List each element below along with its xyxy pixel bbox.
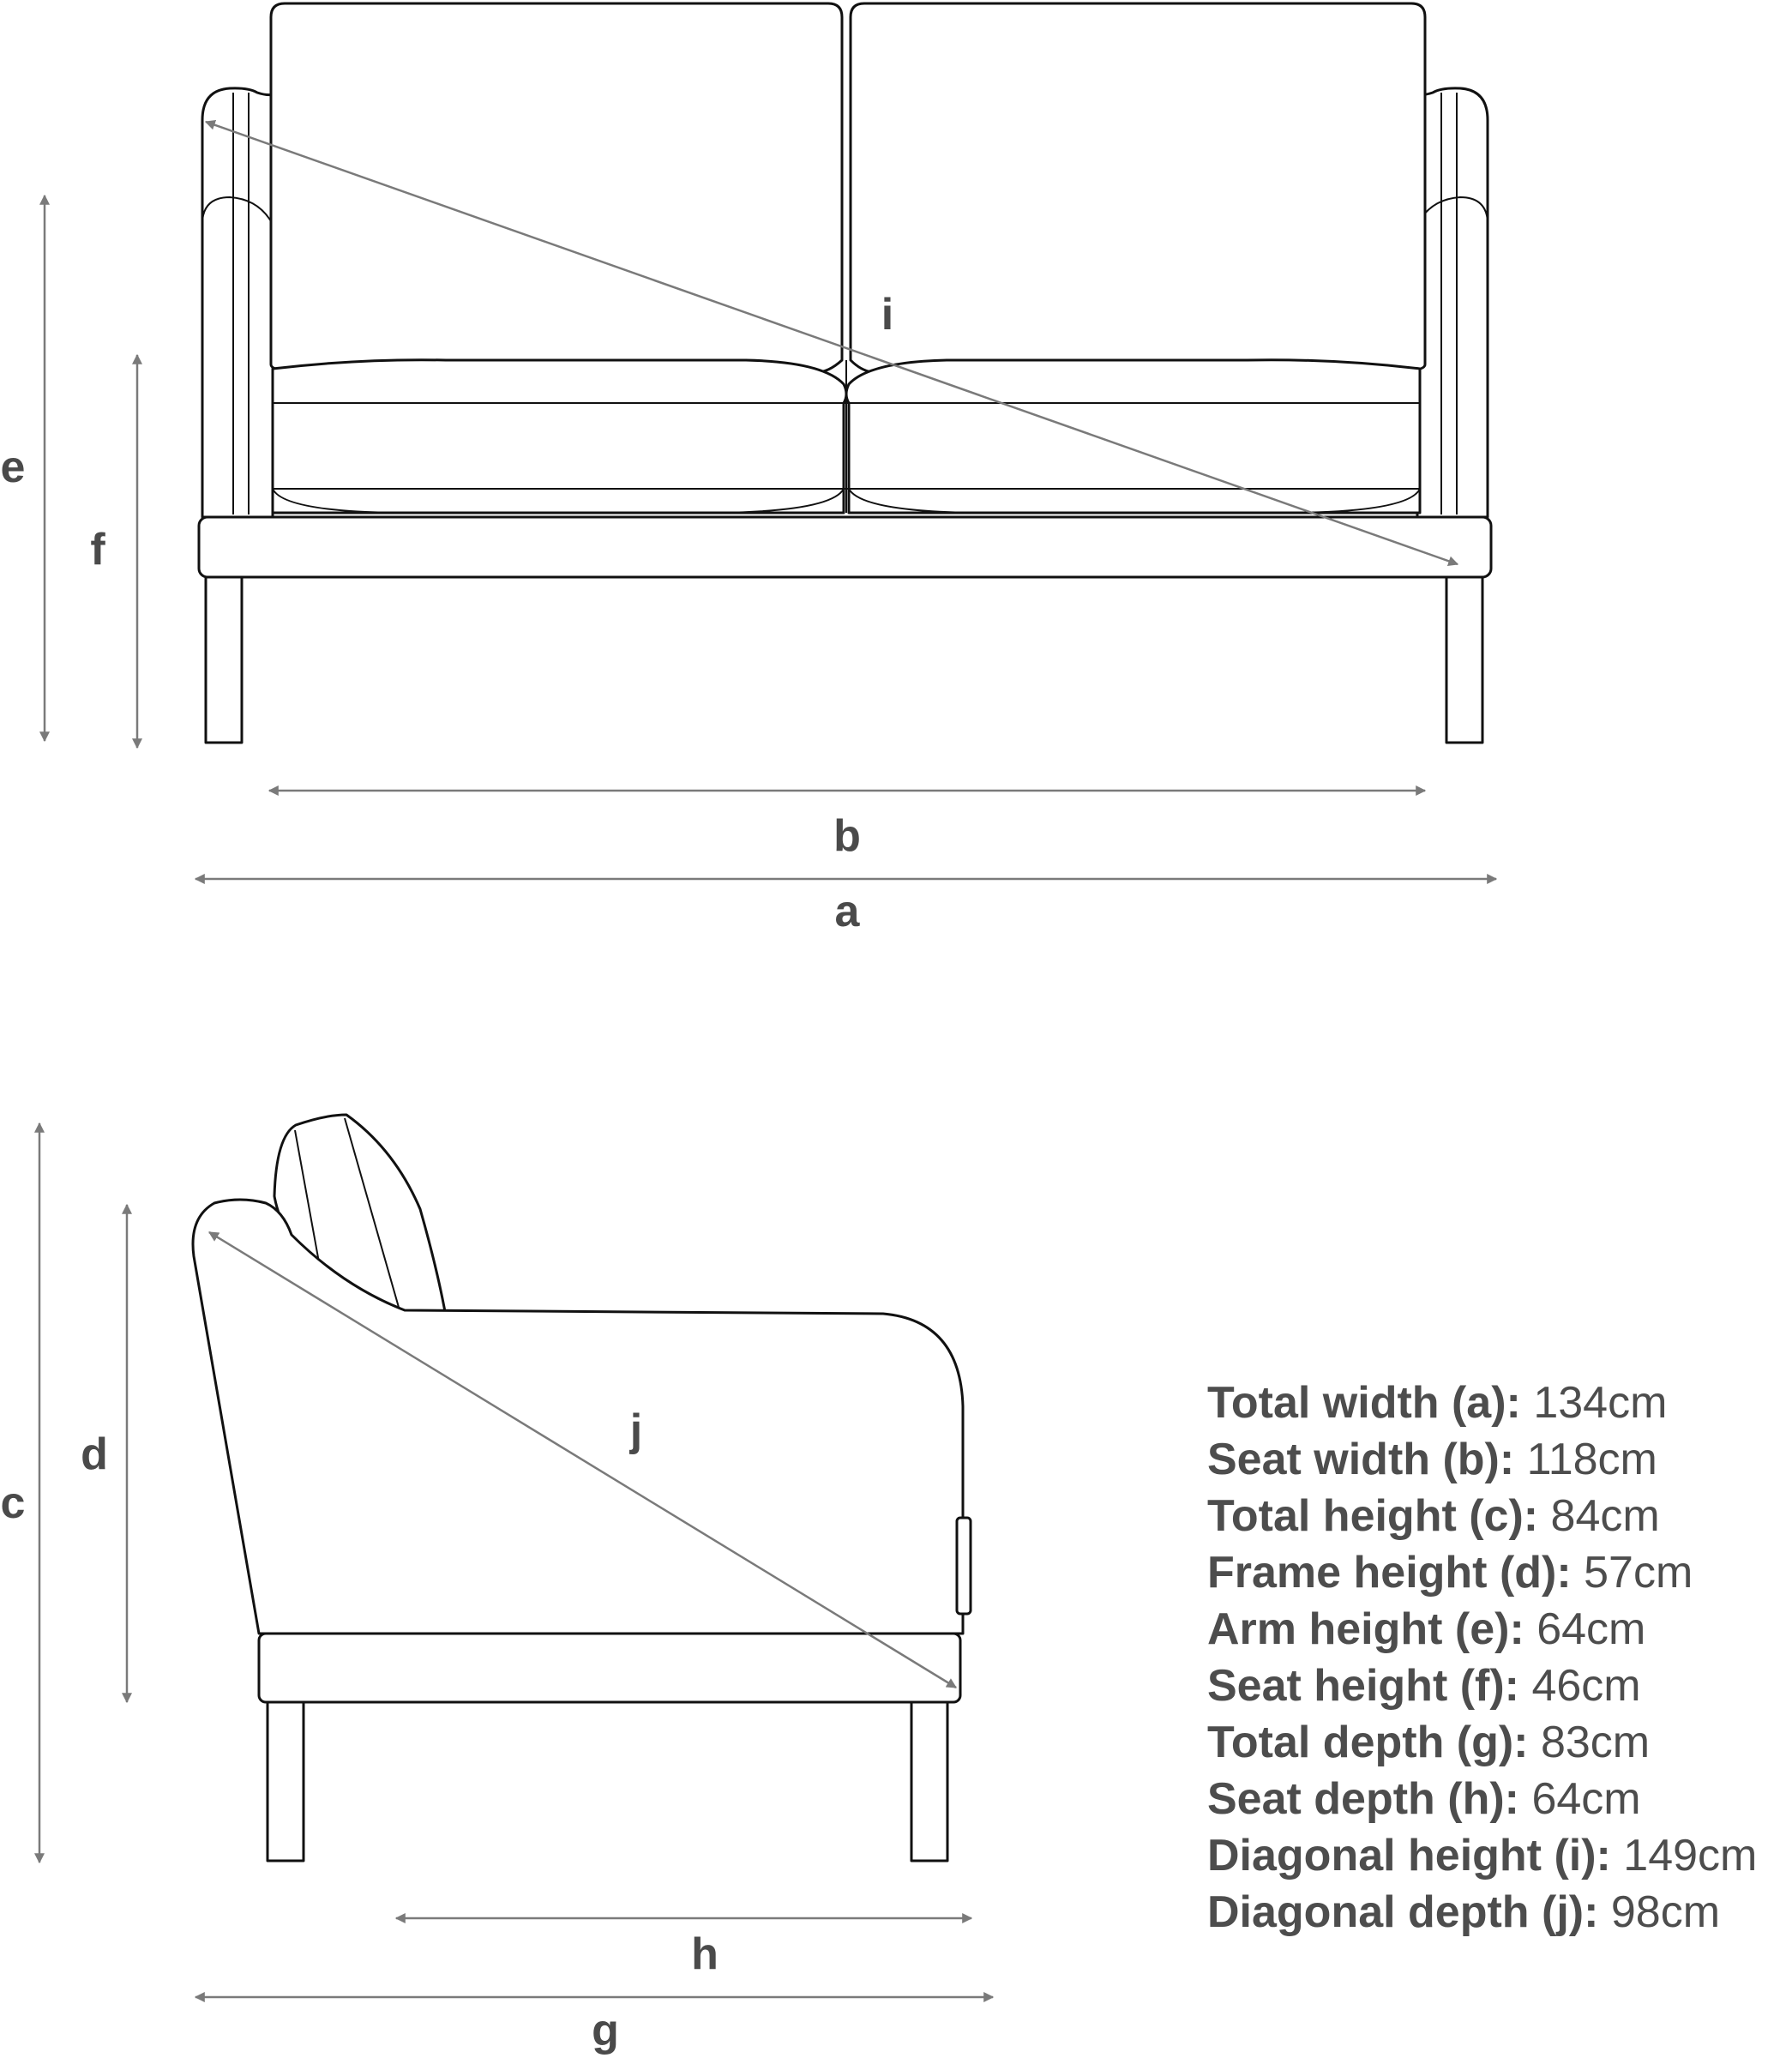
spec-value: 84cm [1550, 1491, 1660, 1541]
spec-label: Seat width (b): [1207, 1435, 1515, 1484]
spec-value: 64cm [1536, 1604, 1646, 1654]
spec-label: Seat height (f): [1207, 1661, 1519, 1711]
spec-item [1207, 1544, 1790, 1601]
front-left-leg [206, 573, 242, 743]
label-a: a [834, 887, 860, 936]
spec-value: 64cm [1531, 1774, 1641, 1824]
label-g: g [592, 2006, 619, 2055]
spec-label: Seat depth (h): [1207, 1774, 1519, 1824]
spec-value: 118cm [1526, 1435, 1657, 1484]
front-seat-cushion-left [273, 360, 846, 513]
front-right-arm [1416, 88, 1488, 517]
front-back-cushion-right [851, 3, 1425, 372]
label-i: i [881, 290, 894, 340]
label-e: e [0, 442, 26, 492]
spec-item [1207, 1431, 1790, 1488]
side-back-leg [911, 1698, 947, 1861]
spec-value: 134cm [1533, 1378, 1668, 1428]
spec-item [1207, 1714, 1790, 1771]
spec-item [1207, 1658, 1790, 1714]
spec-label: Total height (c): [1207, 1491, 1539, 1541]
front-right-leg [1446, 573, 1482, 743]
spec-item [1207, 1771, 1790, 1827]
side-rear-tab [957, 1518, 971, 1614]
sofa-side-view [193, 1115, 971, 1861]
spec-label: Total depth (g): [1207, 1718, 1529, 1767]
label-c: c [0, 1478, 26, 1528]
dimension-spec-list [1207, 1375, 1790, 1941]
spec-label: Arm height (e): [1207, 1604, 1524, 1654]
spec-item [1207, 1884, 1790, 1941]
label-f: f [90, 525, 105, 575]
spec-item [1207, 1488, 1790, 1544]
front-left-arm [202, 88, 274, 517]
label-j: j [629, 1405, 643, 1455]
spec-item [1207, 1601, 1790, 1658]
spec-item [1207, 1827, 1790, 1884]
spec-value: 149cm [1623, 1831, 1758, 1880]
spec-value: 83cm [1540, 1718, 1651, 1767]
spec-value: 57cm [1584, 1548, 1693, 1598]
spec-label: Diagonal height (i): [1207, 1831, 1611, 1880]
label-d: d [81, 1429, 108, 1479]
front-base-rail [199, 517, 1491, 577]
spec-label: Total width (a): [1207, 1378, 1521, 1428]
front-seat-cushion-right [846, 360, 1420, 513]
spec-value: 46cm [1531, 1661, 1641, 1711]
spec-label: Diagonal depth (j): [1207, 1887, 1599, 1937]
side-base-rail [259, 1634, 960, 1702]
label-h: h [691, 1929, 719, 1979]
side-body [193, 1200, 963, 1634]
spec-label: Frame height (d): [1207, 1548, 1572, 1598]
label-b: b [833, 811, 861, 861]
spec-item [1207, 1375, 1790, 1431]
sofa-front-view [199, 3, 1491, 743]
side-front-leg [268, 1698, 304, 1861]
spec-value: 98cm [1610, 1887, 1721, 1937]
